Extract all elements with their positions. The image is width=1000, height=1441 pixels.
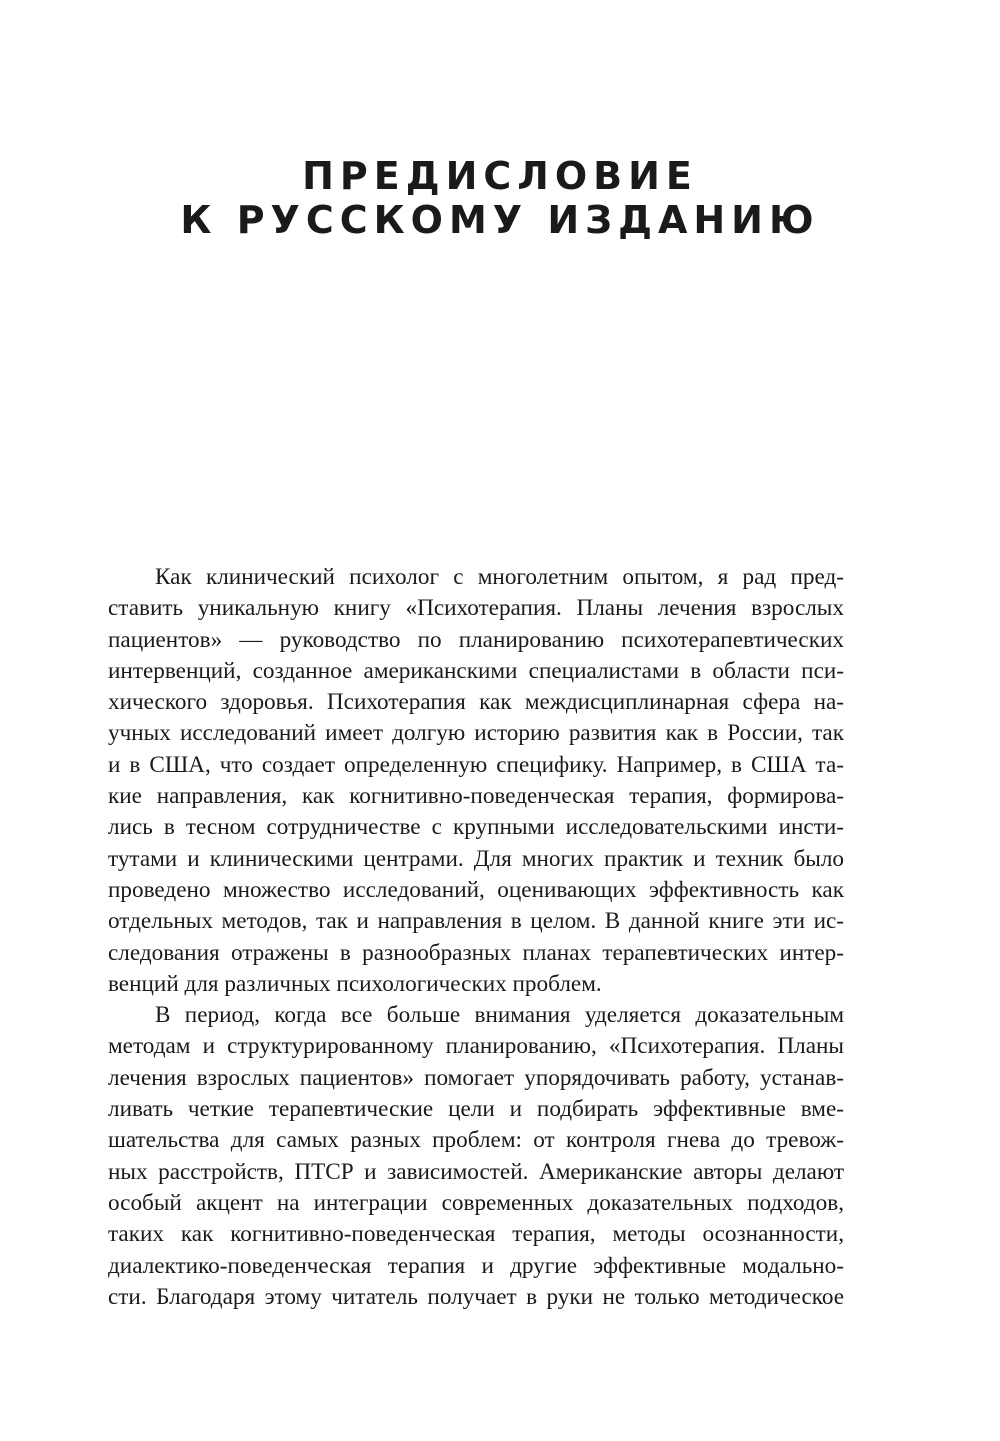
text-line: пациентов» — руководство по планированию психотерапевтических xyxy=(108,626,844,653)
chapter-title-line-1: ПРЕДИСЛОВИЕ xyxy=(302,154,698,198)
text-line: проведено множество исследований, оценивающих эффективность как xyxy=(108,876,844,903)
text-line: диалектико-поведенческая терапия и другие эффективные модально- xyxy=(108,1252,844,1279)
text-line: лись в тесном сотрудничестве с крупными исследовательскими инсти- xyxy=(108,814,844,841)
text-line: сти. Благодаря этому читатель получает в руки не только методическое xyxy=(108,1283,844,1310)
text-line: учных исследований имеет долгую историю развития как в России, так xyxy=(108,720,844,747)
body-text xyxy=(108,562,844,1313)
text-line: отдельных методов, так и направления в целом. В данной книге эти ис- xyxy=(108,908,844,935)
text-line: следования отражены в разнообразных планах терапевтических интер- xyxy=(108,939,844,966)
text-line: лечения взрослых пациентов» помогает упорядочивать работу, устанав- xyxy=(108,1064,844,1091)
text-line: методам и структурированному планированию, «Психотерапия. Планы xyxy=(108,1033,844,1060)
chapter-title-line-2: К РУССКОМУ ИЗДАНИЮ xyxy=(180,198,820,242)
paragraph-2 xyxy=(108,1000,844,1313)
text-line: таких как когнитивно-поведенческая терапия, методы осознанности, xyxy=(108,1221,844,1248)
paragraph-1 xyxy=(108,562,844,1000)
text-line: и в США, что создает определенную специфику. Например, в США та- xyxy=(108,751,844,778)
text-line: особый акцент на интеграции современных доказательных подходов, xyxy=(108,1189,844,1216)
text-line: интервенций, созданное американскими специалистами в области пси- xyxy=(108,657,844,684)
text-line: тутами и клиническими центрами. Для многих практик и техник было xyxy=(108,845,844,872)
text-line: ставить уникальную книгу «Психотерапия. Планы лечения взрослых xyxy=(108,595,844,622)
text-line: ливать четкие терапевтические цели и подбирать эффективные вме- xyxy=(108,1096,844,1123)
text-line: В период, когда все больше внимания уделяется доказательным xyxy=(155,1002,844,1029)
text-line: шательства для самых разных проблем: от контроля гнева до тревож- xyxy=(108,1127,844,1154)
text-line: хического здоровья. Психотерапия как междисциплинарная сфера на- xyxy=(108,689,844,716)
text-line: кие направления, как когнитивно-поведенческая терапия, формирова- xyxy=(108,783,844,810)
text-line: венций для различных психологических проблем. xyxy=(108,970,602,997)
text-line: Как клинический психолог с многолетним опытом, я рад пред- xyxy=(155,564,844,590)
text-line: ных расстройств, ПТСР и зависимостей. Американские авторы делают xyxy=(108,1158,844,1185)
chapter-title xyxy=(0,154,1000,242)
